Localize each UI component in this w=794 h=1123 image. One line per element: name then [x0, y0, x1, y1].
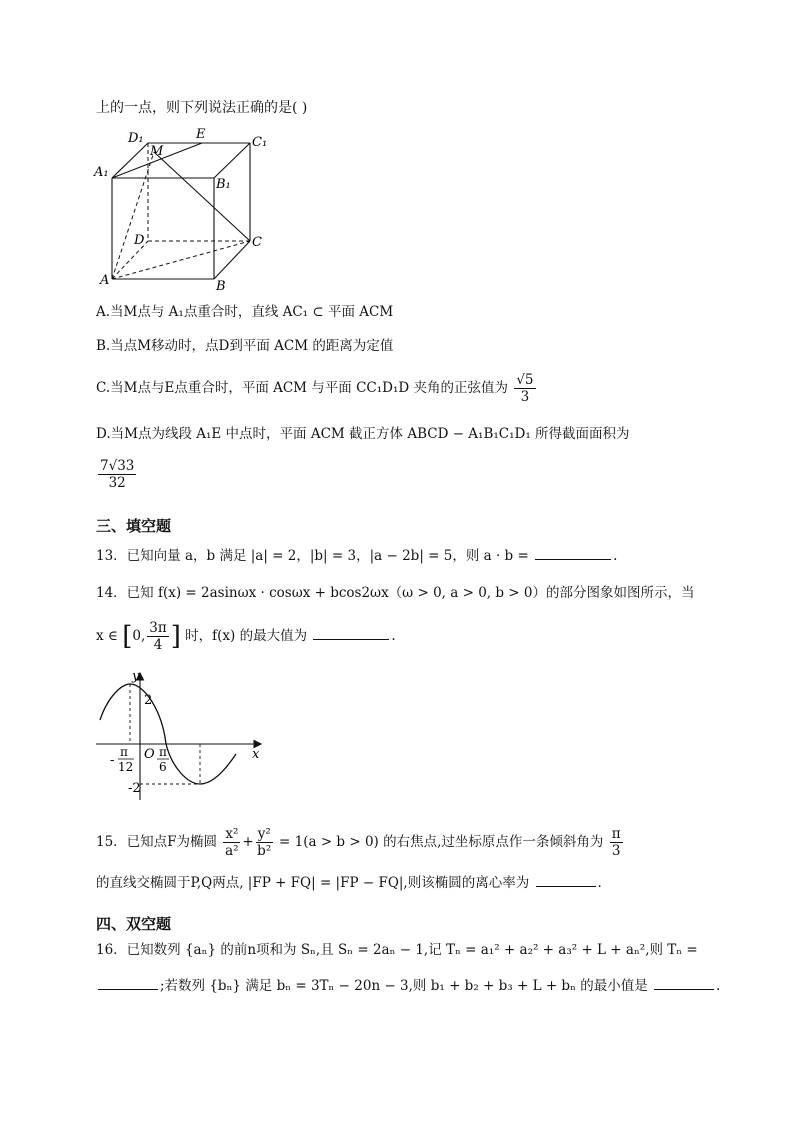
label-e: E	[196, 127, 206, 142]
label-c: C	[252, 235, 262, 250]
label-c1: C₁	[252, 135, 268, 150]
q16-answer-blank-2[interactable]	[654, 975, 714, 990]
section-title-double-blank: 四、双空题	[96, 915, 172, 933]
label-d1: D₁	[128, 131, 144, 146]
q13-answer-blank[interactable]	[535, 545, 611, 560]
graph-y-top: 2	[144, 693, 153, 708]
question-14-line1: 14．已知 f(x) = 2asinωx · cosωx + bcos2ωx（ω > 0, a > 0, b > 0）的部分图象如图所示，当	[96, 585, 695, 601]
question-16-line2: ;若数列 {bₙ} 满足 bₙ = 3Tₙ − 20n − 3,则 b₁ + b₂ + b₃ + L + bₙ 的最小值是 .	[96, 975, 720, 996]
label-m: M	[150, 144, 164, 159]
graph-x-label: x	[252, 747, 260, 762]
option-d-fraction-line	[96, 458, 138, 491]
option-d: D.当M点为线段 A₁E 中点时，平面 ACM 截正方体 ABCD − A₁B₁C₁D₁ 所得截面面积为	[96, 426, 630, 442]
label-d: D	[134, 233, 145, 248]
question-15-line2: 的直线交椭圆于P,Q两点, |FP + FQ| = |FP − FQ|,则该椭圆的离心率为 .	[96, 872, 602, 893]
q15-answer-blank[interactable]	[536, 872, 596, 887]
cube-figure	[92, 124, 282, 294]
q13-text: 13．已知向量 a，b 满足 |a| = 2，|b| = 3，|a − 2b| = 5，则 a · b =	[96, 548, 529, 564]
graph-pos-den: 6	[159, 760, 167, 774]
option-a: A.当M点与 A₁点重合时，直线 AC₁ ⊂ 平面 ACM	[96, 304, 394, 320]
label-b: B	[216, 279, 226, 294]
question-13: 13．已知向量 a，b 满足 |a| = 2，|b| = 3，|a − 2b| = 5，则 a · b = .	[96, 545, 617, 566]
graph-y-bottom: -2	[128, 781, 141, 796]
graph-pos-num: π	[159, 745, 167, 759]
option-c-text: C.当M点与E点重合时，平面 ACM 与平面 CC₁D₁D 夹角的正弦值为	[96, 380, 509, 396]
option-c-fraction: $\frac{√5}{3}$	[516, 372, 534, 405]
question-intro: 上的一点，则下列说法正确的是( )	[96, 100, 308, 116]
section-title-fill-blank: 三、填空题	[96, 517, 172, 535]
graph-origin: O	[144, 747, 155, 762]
q14-answer-blank[interactable]	[313, 625, 389, 640]
question-16-line1: 16．已知数列 {aₙ} 的前n项和为 Sₙ,且 Sₙ = 2aₙ − 1,记 Tₙ = a₁² + a₂² + a₃² + L + aₙ²,则 Tₙ =	[96, 942, 698, 958]
label-a1: A₁	[94, 165, 109, 180]
label-b1: B₁	[216, 177, 231, 192]
graph-neg-num: π	[120, 745, 128, 759]
option-c	[96, 372, 538, 405]
question-14-line2: x ∈ [0, $\frac{3\pi}{4}$ ] 时，f(x) 的最大值为 .	[96, 620, 396, 653]
label-a: A	[100, 273, 110, 288]
q16-answer-blank-1[interactable]	[98, 975, 158, 990]
sine-graph	[92, 668, 272, 808]
question-15-line1: 15．已知点F为椭圆 $\frac{\text{x²}}{\text{a²}}$ + $\frac{\text{y²}}{\text{b²}}$ = 1(a > b > 0) 的右焦点,过坐标原点作一条倾斜角为 $\frac{\pi}{3}$	[96, 826, 621, 859]
graph-neg-den: 12	[118, 760, 134, 774]
graph-y-label: y	[132, 669, 140, 684]
option-d-fraction: $\frac{7√33}{32}$	[100, 458, 135, 491]
option-b: B.当点M移动时，点D到平面 ACM 的距离为定值	[96, 338, 394, 354]
graph-neg-sign: -	[110, 753, 115, 768]
